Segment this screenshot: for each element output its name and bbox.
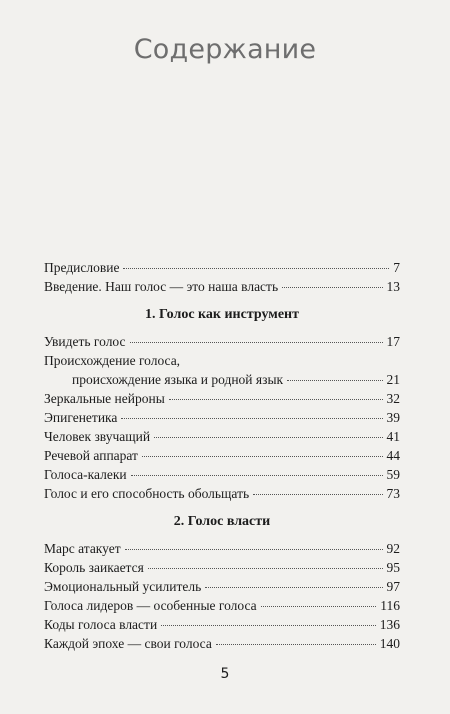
chapter-heading-2: 2. Голос власти: [173, 514, 271, 529]
chapter-heading-1: 1. Голос как инструмент: [145, 307, 299, 322]
dot-leader: [148, 568, 383, 569]
toc-entry[interactable]: [44, 446, 400, 465]
toc-entry-label: Марс атакует: [44, 541, 121, 556]
toc-entry-label: Эпигенетика: [44, 410, 118, 425]
toc-entry[interactable]: [44, 427, 400, 446]
toc-entry-page: 21: [386, 372, 400, 387]
toc-entry[interactable]: [44, 465, 400, 484]
toc-entry-page: 95: [386, 560, 400, 575]
dot-leader: [216, 644, 376, 645]
dot-leader: [205, 587, 382, 588]
toc-entry-label: Каждой эпохе — свои голоса: [44, 636, 212, 651]
dot-leader: [282, 287, 382, 288]
toc-entry-page: 7: [393, 260, 400, 275]
dot-leader: [154, 437, 382, 438]
toc-entry-page: 92: [386, 541, 400, 556]
toc-entry[interactable]: [44, 539, 400, 558]
table-of-contents: [44, 258, 400, 653]
toc-entry-page: 32: [386, 391, 400, 406]
toc-entry-page: 17: [386, 334, 400, 349]
dot-leader: [287, 380, 382, 381]
toc-entry-label: Зеркальные нейроны: [44, 391, 165, 406]
toc-entry-page: 136: [379, 617, 400, 632]
toc-entry-page: 73: [386, 486, 400, 501]
toc-entry[interactable]: [44, 634, 400, 653]
dot-leader: [261, 606, 377, 607]
toc-entry-page: 13: [386, 279, 400, 294]
toc-entry[interactable]: [44, 577, 400, 596]
toc-entry-page: 116: [380, 598, 400, 613]
dot-leader: [161, 625, 376, 626]
toc-entry-preface[interactable]: [44, 258, 400, 277]
dot-leader: [125, 549, 383, 550]
page-title: Содержание: [133, 34, 317, 65]
dot-leader: [142, 456, 383, 457]
toc-entry-page: 97: [386, 579, 400, 594]
toc-entry-page: 140: [379, 636, 400, 651]
toc-entry-label: Голоса лидеров — особенные голоса: [44, 598, 257, 613]
toc-entry-page: 39: [386, 410, 400, 425]
toc-entry-label: Речевой аппарат: [44, 448, 138, 463]
toc-entry-label: происхождение языка и родной язык: [72, 372, 284, 387]
toc-entry-label: Введение. Наш голос — это наша власть: [44, 279, 279, 294]
toc-entry-label: Эмоциональный усилитель: [44, 579, 202, 594]
dot-leader: [131, 475, 383, 476]
dot-leader: [130, 342, 383, 343]
toc-entry[interactable]: [44, 389, 400, 408]
toc-entry[interactable]: [44, 332, 400, 351]
toc-entry[interactable]: [44, 558, 400, 577]
page-number: 5: [220, 666, 230, 682]
toc-entry[interactable]: [44, 408, 400, 427]
toc-entry-page: 59: [386, 467, 400, 482]
toc-entry[interactable]: [44, 351, 400, 370]
toc-entry-page: 41: [386, 429, 400, 444]
toc-entry-label: Голос и его способность обольщать: [44, 486, 250, 501]
toc-entry-label: Предисловие: [44, 260, 120, 275]
toc-entry[interactable]: [44, 484, 400, 503]
toc-entry-introduction[interactable]: [44, 277, 400, 296]
toc-entry-label: Король заикается: [44, 560, 144, 575]
toc-entry-label: Увидеть голос: [44, 334, 126, 349]
toc-entry-continuation[interactable]: [44, 370, 400, 389]
toc-entry[interactable]: [44, 615, 400, 634]
dot-leader: [169, 399, 383, 400]
toc-entry-label: Происхождение голоса,: [44, 353, 181, 368]
toc-entry-page: 44: [386, 448, 400, 463]
toc-entry-label: Человек звучащий: [44, 429, 151, 444]
toc-entry-label: Коды голоса власти: [44, 617, 158, 632]
dot-leader: [121, 418, 382, 419]
dot-leader: [123, 268, 389, 269]
toc-entry-label: Голоса-калеки: [44, 467, 127, 482]
dot-leader: [253, 494, 382, 495]
toc-entry[interactable]: [44, 596, 400, 615]
